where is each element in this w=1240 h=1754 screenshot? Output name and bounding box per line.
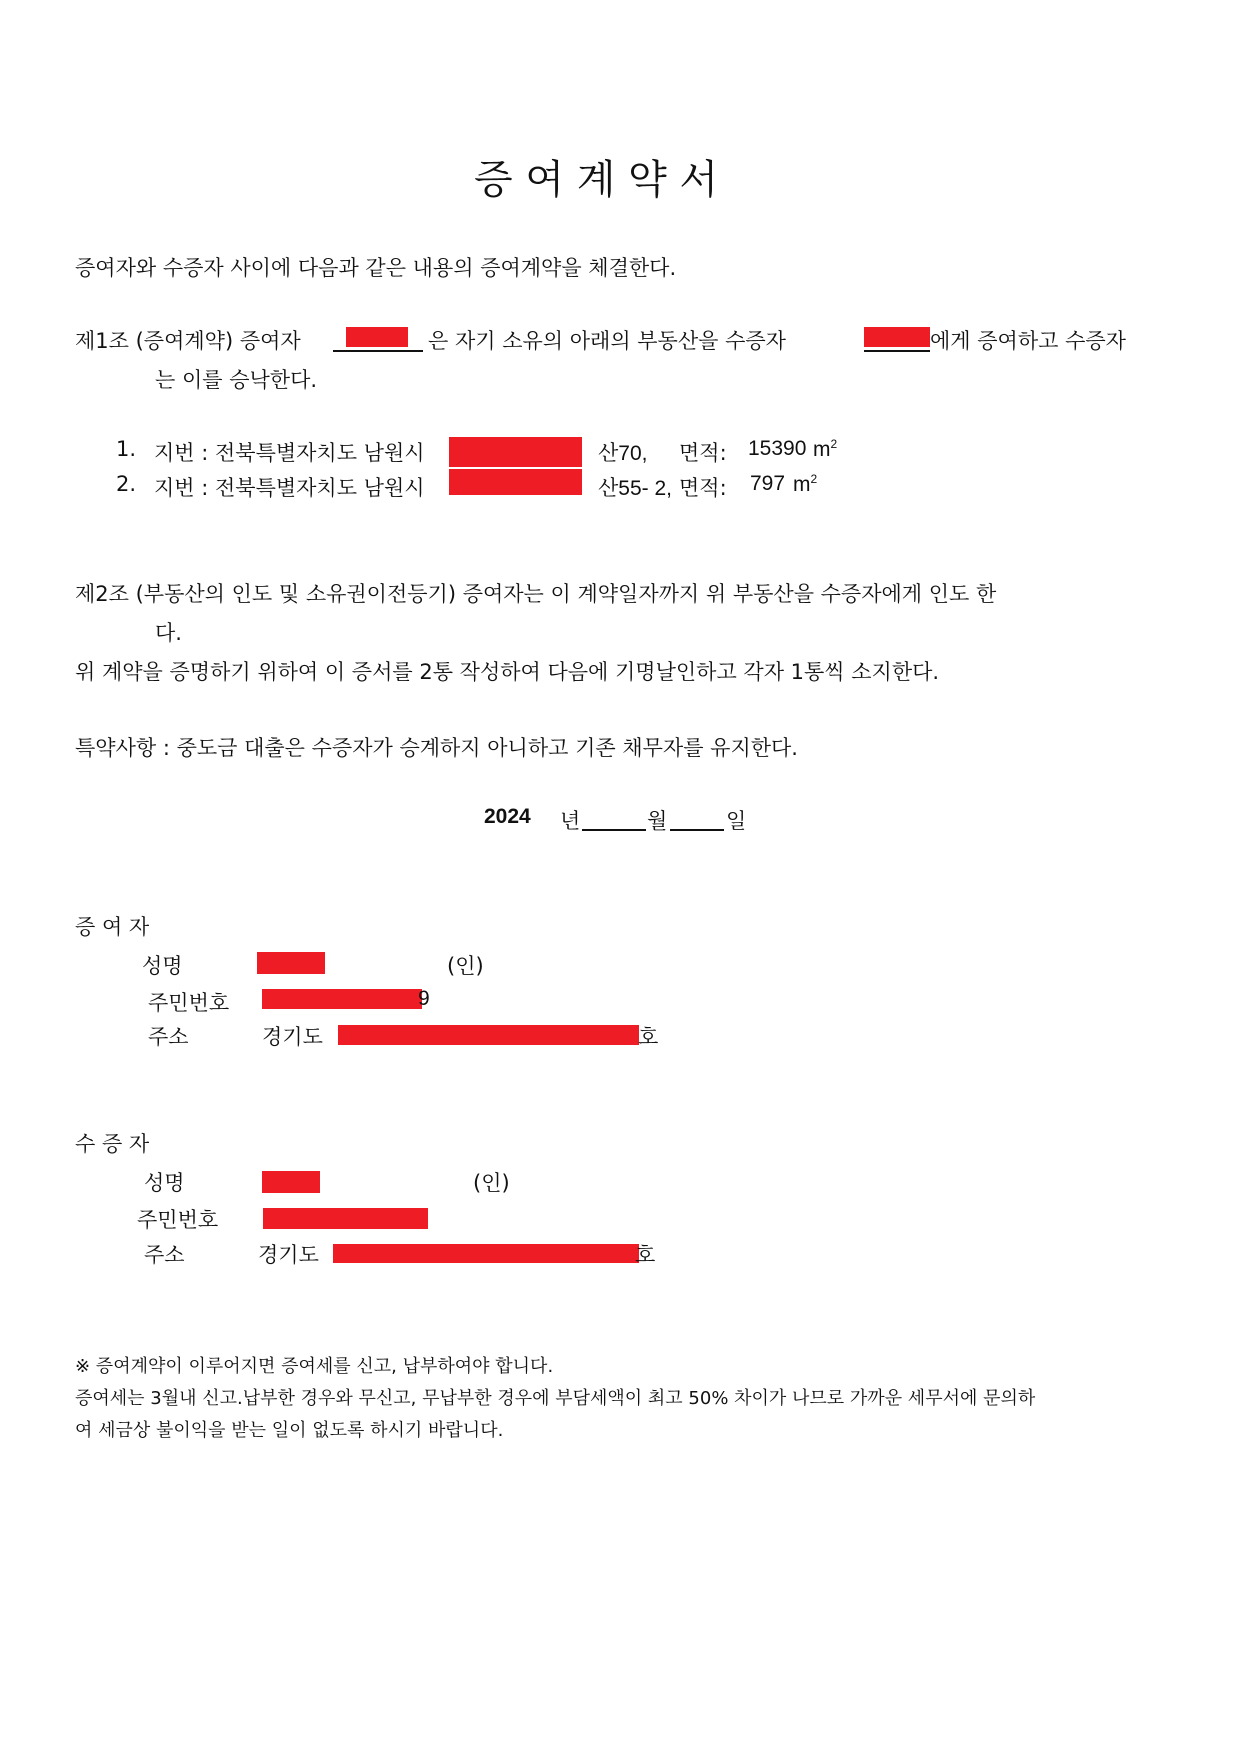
redacted-donor-id (262, 989, 422, 1009)
redacted-property-1-address (449, 437, 582, 467)
donor-name-underline (333, 350, 423, 352)
note-line-2: 증여세는 3월내 신고.납부한 경우와 무신고, 무납부한 경우에 부담세액이 최고 50% 차이가 나므로 가까운 세무서에 문의하 (75, 1388, 1036, 1409)
donee-id-label: 주민번호 (137, 1208, 219, 1232)
redacted-property-2-address (449, 469, 582, 495)
note-line-3: 여 세금상 불이익을 받는 일이 없도록 하시기 바랍니다. (75, 1420, 504, 1441)
donor-heading: 증 여 자 (75, 915, 150, 939)
date-month-label: 월 (647, 809, 668, 833)
redacted-donee-name (864, 327, 930, 347)
donee-seal: (인) (473, 1171, 510, 1195)
proof-text: 위 계약을 증명하기 위하여 이 증서를 2통 작성하여 다음에 기명날인하고 각자 1통씩 소지한다. (75, 660, 940, 684)
property-2-lot: 산55- 2, (598, 477, 672, 500)
donor-name-label: 성명 (142, 954, 183, 978)
property-1-unit: $m^2$ (813, 437, 838, 461)
donor-address-suffix: 호 (638, 1025, 659, 1049)
date-day-label: 일 (726, 809, 747, 833)
donee-name-label: 성명 (144, 1171, 185, 1195)
date-year-label: 년 (560, 809, 581, 833)
donor-id-tail: 9 (418, 987, 430, 1010)
donee-address-suffix: 호 (635, 1243, 656, 1267)
property-2-label: 지번 : 전북특별자치도 남원시 (154, 476, 425, 500)
article2-line2: 다. (155, 621, 182, 645)
donee-address-label: 주소 (144, 1243, 185, 1267)
redacted-donor-signature-name (257, 952, 325, 974)
donor-address-label: 주소 (148, 1025, 189, 1049)
article1-line2: 는 이를 승낙한다. (155, 368, 318, 392)
donor-seal: (인) (447, 954, 484, 978)
special-clause: 특약사항 : 중도금 대출은 수증자가 승계하지 아니하고 기존 채무자를 유지한다. (75, 736, 798, 760)
donee-name-underline (864, 350, 930, 352)
article1-mid: 은 자기 소유의 아래의 부동산을 수증자 (428, 329, 786, 353)
property-2-no: 2. (116, 472, 137, 496)
redacted-donor-name (346, 327, 408, 347)
date-year: 2024 (484, 805, 531, 828)
property-2-area-label: 면적: (679, 476, 727, 500)
donee-address-prefix: 경기도 (258, 1243, 319, 1267)
date-day-blank (670, 829, 724, 831)
property-2-unit: $m^2$ (793, 472, 818, 496)
intro-text: 증여자와 수증자 사이에 다음과 같은 내용의 증여계약을 체결한다. (75, 256, 677, 280)
note-line-1: ※ 증여계약이 이루어지면 증여세를 신고, 납부하여야 합니다. (75, 1356, 554, 1377)
property-1-area: 15390 (748, 437, 807, 460)
donor-address-prefix: 경기도 (262, 1025, 323, 1049)
property-1-area-label: 면적: (679, 441, 727, 465)
date-month-blank (582, 829, 646, 831)
redacted-donee-address (333, 1244, 639, 1263)
redacted-donee-signature-name (262, 1171, 320, 1193)
article1-prefix: 제1조 (증여계약) 증여자 (75, 329, 301, 353)
property-1-lot: 산70, (598, 442, 648, 465)
article2-line1: 제2조 (부동산의 인도 및 소유권이전등기) 증여자는 이 계약일자까지 위 부동산을 수증자에게 인도 한 (75, 582, 997, 606)
document-title: 증 여 계 약 서 (474, 157, 719, 203)
property-1-no: 1. (116, 437, 137, 461)
donee-heading: 수 증 자 (75, 1132, 150, 1156)
property-2-area: 797 (750, 472, 786, 495)
article1-suffix: 에게 증여하고 수증자 (930, 329, 1126, 353)
donor-id-label: 주민번호 (148, 991, 230, 1015)
redacted-donee-id (263, 1208, 428, 1229)
redacted-donor-address (338, 1025, 639, 1045)
property-1-label: 지번 : 전북특별자치도 남원시 (154, 441, 425, 465)
